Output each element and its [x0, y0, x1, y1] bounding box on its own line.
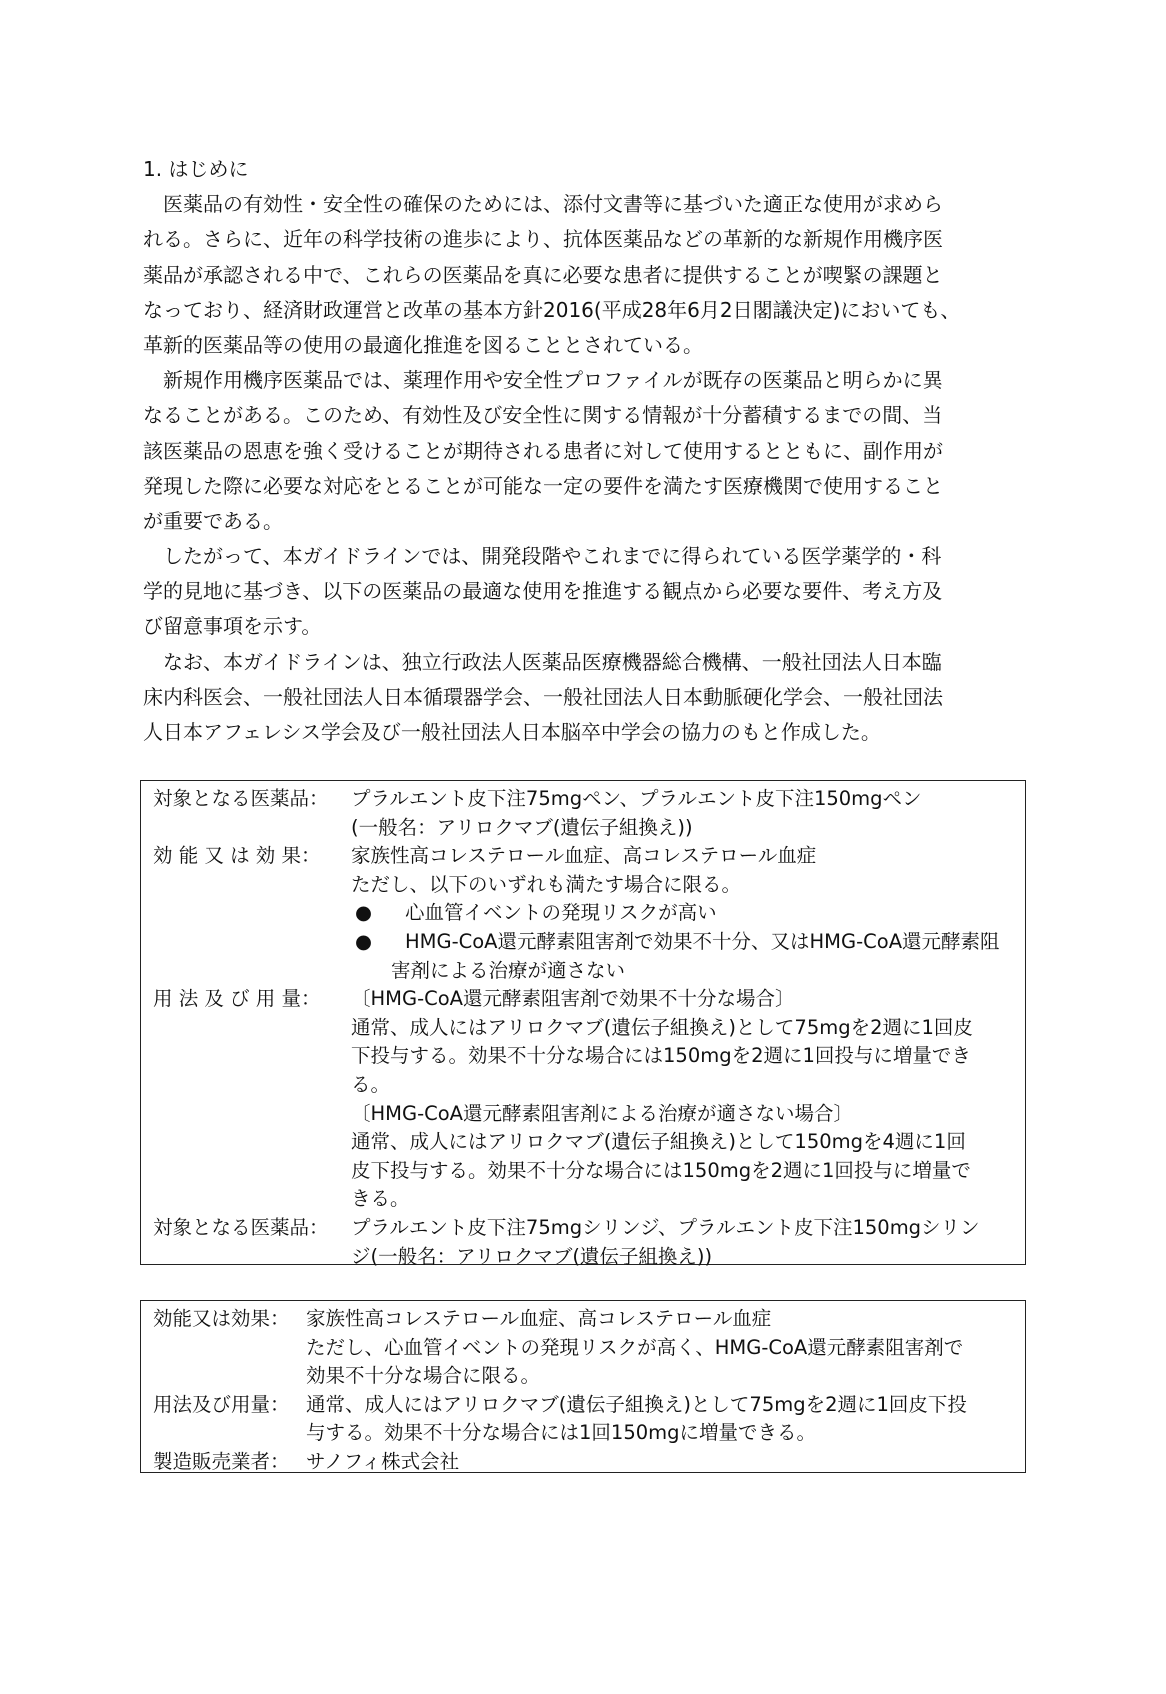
- value-line: 家族性高コレステロール血症、高コレステロール血症: [351, 844, 817, 868]
- row-effect: [141, 842, 1025, 985]
- bullet-text: 心血管イベントの発現リスクが高い: [405, 901, 717, 925]
- bullet-icon: ●: [355, 929, 373, 953]
- body-line: 床内科医会、一般社団法人日本循環器学会、一般社団法人日本動脈硬化学会、一般社団法: [143, 684, 943, 709]
- row-dosage: [141, 985, 1025, 1214]
- body-line: 発現した際に必要な対応をとることが可能な一定の要件を満たす医療機関で使用すること: [143, 473, 943, 498]
- value-line: プラルエント皮下注75mgシリンジ、プラルエント皮下注150mgシリン: [351, 1215, 980, 1239]
- body-line: 新規作用機序医薬品では、薬理作用や安全性プロファイルが既存の医薬品と明らかに異: [143, 368, 943, 393]
- value-line: 〔HMG-CoA還元酵素阻害剤で効果不十分な場合〕: [351, 987, 795, 1011]
- value-line: 与する。効果不十分な場合には1回150mgに増量できる。: [306, 1421, 816, 1445]
- label-maker: 製造販売業者：: [153, 1449, 290, 1473]
- bullet-list: [351, 899, 1025, 985]
- label-target-2: 対象となる医薬品：: [153, 1215, 329, 1239]
- row-dosage: [141, 1391, 1025, 1448]
- value-line: (一般名：アリロクマブ(遺伝子組換え)): [351, 815, 693, 839]
- body-line: が重要である。: [143, 508, 283, 533]
- row-maker: [141, 1448, 1025, 1477]
- body-line: 革新的医薬品等の使用の最適化推進を図ることとされている。: [143, 332, 703, 357]
- bullet-item: [351, 899, 1025, 928]
- label-dosage: 用法及び用量：: [153, 1392, 290, 1416]
- value-line: 通常、成人にはアリロクマブ(遺伝子組換え)として75mgを2週に1回皮下投: [306, 1392, 967, 1416]
- value-line: きる。: [351, 1187, 410, 1211]
- row-target-2: [141, 1214, 1025, 1271]
- value-line: ただし、心血管イベントの発現リスクが高く、HMG-CoA還元酵素阻害剤で: [306, 1335, 964, 1359]
- value-target: [351, 785, 1025, 842]
- body-text: [143, 187, 1033, 750]
- value-line: 通常、成人にはアリロクマブ(遺伝子組換え)として75mgを2週に1回皮: [351, 1015, 973, 1039]
- label-target: 対象となる医薬品：: [153, 787, 329, 810]
- drug-info-box-1: [140, 780, 1026, 1268]
- body-line: 学的見地に基づき、以下の医薬品の最適な使用を推進する観点から必要な要件、考え方及: [143, 579, 943, 604]
- value-line: プラルエント皮下注75mgペン、プラルエント皮下注150mgペン: [351, 787, 922, 810]
- value-dosage: [351, 985, 1025, 1214]
- value-dosage: [306, 1391, 1025, 1448]
- label-effect: 効 能 又 は 効 果：: [153, 844, 321, 868]
- bullet-icon: ●: [355, 901, 373, 925]
- body-line: 薬品が承認される中で、これらの医薬品を真に必要な患者に提供することが喫緊の課題と: [143, 262, 943, 287]
- body-line: 医薬品の有効性・安全性の確保のためには、添付文書等に基づいた適正な使用が求めら: [143, 192, 943, 217]
- bullet-text: HMG-CoA還元酵素阻害剤で効果不十分、又はHMG-CoA還元酵素阻: [405, 929, 1000, 953]
- value-target-2: [351, 1214, 1025, 1271]
- section-heading: 1. はじめに: [143, 157, 249, 181]
- value-maker: [306, 1448, 1025, 1477]
- body-line: 該医薬品の恩恵を強く受けることが期待される患者に対して使用するとともに、副作用が: [143, 438, 943, 463]
- value-effect: [351, 842, 1025, 985]
- bullet-item: [351, 957, 1025, 986]
- label-dosage: 用 法 及 び 用 量：: [153, 987, 321, 1011]
- row-effect: [141, 1305, 1025, 1391]
- value-line: 下投与する。効果不十分な場合には150mgを2週に1回投与に増量でき: [351, 1044, 971, 1068]
- body-line: 人日本アフェレシス学会及び一般社団法人日本脳卒中学会の協力のもと作成した。: [143, 720, 881, 744]
- value-line: る。: [351, 1072, 391, 1096]
- body-line: なっており、経済財政運営と改革の基本方針2016(平成28年6月2日閣議決定)においても、: [143, 297, 961, 322]
- body-line: れる。さらに、近年の科学技術の進歩により、抗体医薬品などの革新的な新規作用機序医: [143, 227, 943, 252]
- row-target: [141, 785, 1025, 842]
- value-line: 家族性高コレステロール血症、高コレステロール血症: [306, 1307, 772, 1330]
- label-effect: 効能又は効果：: [153, 1307, 290, 1330]
- body-line: したがって、本ガイドラインでは、開発段階やこれまでに得られている医学薬学的・科: [143, 544, 942, 569]
- value-line: 通常、成人にはアリロクマブ(遺伝子組換え)として150mgを4週に1回: [351, 1130, 966, 1154]
- value-line: サノフィ株式会社: [306, 1449, 460, 1473]
- value-line: ジ(一般名：アリロクマブ(遺伝子組換え)): [351, 1244, 713, 1268]
- body-line: なることがある。このため、有効性及び安全性に関する情報が十分蓄積するまでの間、当: [143, 403, 943, 428]
- value-line: ただし、以下のいずれも満たす場合に限る。: [351, 872, 742, 896]
- bullet-text: 害剤による治療が適さない: [391, 958, 626, 982]
- body-line: なお、本ガイドラインは、独立行政法人医薬品医療機器総合機構、一般社団法人日本臨: [143, 649, 942, 674]
- value-line: 〔HMG-CoA還元酵素阻害剤による治療が適さない場合〕: [351, 1101, 854, 1125]
- value-effect: [306, 1305, 1025, 1391]
- body-line: び留意事項を示す。: [143, 614, 322, 639]
- value-line: 効果不十分な場合に限る。: [306, 1364, 541, 1388]
- bullet-item: [351, 928, 1025, 957]
- drug-info-box-2: [140, 1300, 1026, 1473]
- value-line: 皮下投与する。効果不十分な場合には150mgを2週に1回投与に増量で: [351, 1158, 971, 1182]
- document-body: [143, 152, 1033, 750]
